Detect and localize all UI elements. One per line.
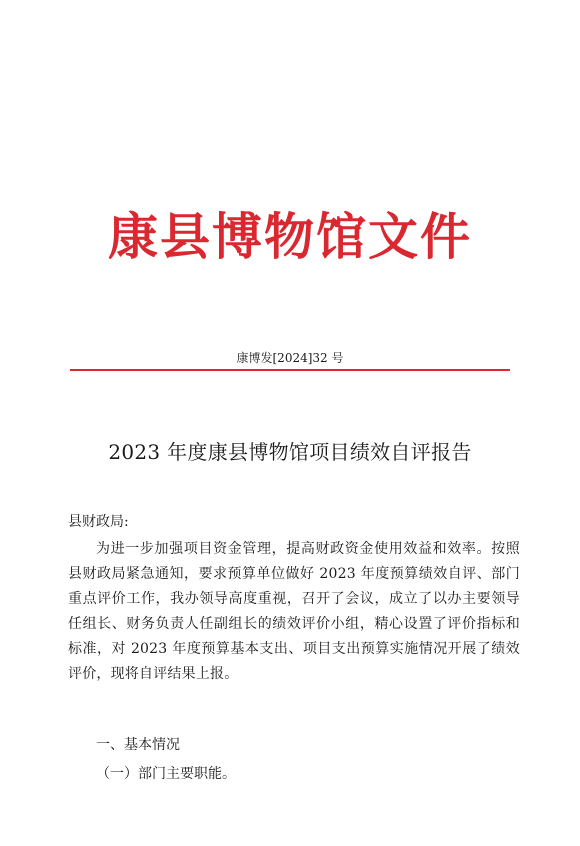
report-title: 2023 年度康县博物馆项目绩效自评报告: [108, 440, 472, 464]
document-header-title: 康县博物馆文件: [108, 207, 472, 266]
document-number: 康博发[2024]32 号: [236, 351, 344, 365]
subsection-heading: （一）部门主要职能。: [96, 766, 236, 782]
addressee: 县财政局:: [68, 514, 129, 530]
body-paragraph: 为进一步加强项目资金管理，提高财政资金使用效益和效率。按照县财政局紧急通知，要求预算单位做好 2023 年度预算绩效自评、部门重点评价工作，我办领导高度重视，召开了会议，成立了以办主要领导任组长、财务负责人任副组长的绩效评价小组，精心设置了评价指标和标准，对 2023 年度预算基本支出、项目支出预算实施情况开展了绩效评价，现将自评结果上报。: [68, 541, 520, 682]
red-divider-line: [70, 369, 510, 371]
section-heading: 一、基本情况: [96, 737, 180, 753]
